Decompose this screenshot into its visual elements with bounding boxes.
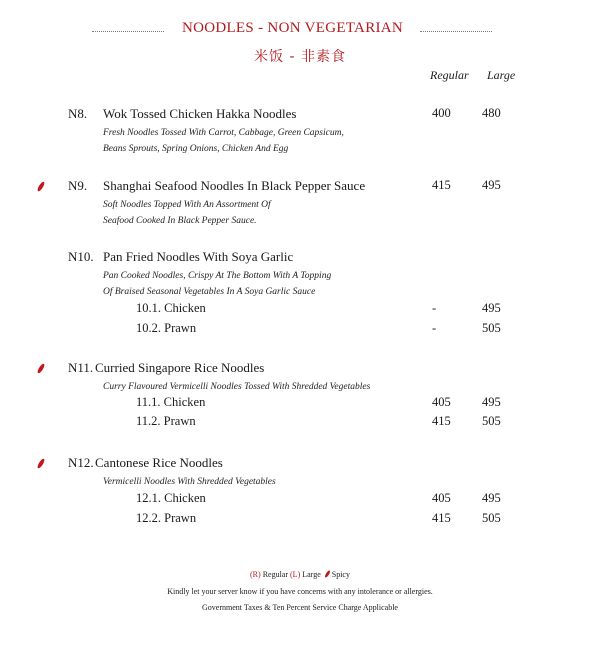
item-description: Fresh Noodles Tossed With Carrot, Cabbage, Green Capsicum, Beans Sprouts, Spring Onions, Chicken And Egg — [103, 128, 344, 154]
price-regular: 400 — [432, 106, 451, 120]
section-title: NOODLES - NON VEGETARIAN — [181, 20, 404, 36]
variant-label: 11.2. Prawn — [136, 414, 196, 428]
variant-label: 10.2. Prawn — [136, 321, 197, 335]
variant-label: 12.2. Prawn — [136, 511, 197, 525]
price-large: 495 — [482, 301, 501, 315]
legend-large-label: Large — [302, 570, 321, 579]
item-description: Pan Cooked Noodles, Crispy At The Bottom With A Topping Of Braised Seasonal Vegetables In A Soya Garlic Sauce — [103, 271, 332, 297]
price-regular: - — [432, 301, 437, 315]
allergy-note: Kindly let your server know if you have concerns with any intolerance or allergies. — [167, 587, 433, 596]
variant-label: 10.1. Chicken — [136, 301, 206, 315]
price-large: 505 — [482, 414, 501, 428]
item-description: Vermicelli Noodles With Shredded Vegetables — [103, 477, 276, 487]
item-name: Curried Singapore Rice Noodles — [95, 360, 265, 375]
item-name: Shanghai Seafood Noodles In Black Pepper Sauce — [103, 178, 366, 193]
item-code: N11. — [68, 360, 94, 375]
price-large: 505 — [482, 511, 501, 525]
price-large: 495 — [482, 395, 501, 409]
chili-icon — [37, 458, 46, 470]
tax-note: Government Taxes & Ten Percent Service Charge Applicable — [202, 603, 398, 612]
price-regular: 405 — [432, 395, 451, 409]
item-code: N8. — [68, 106, 88, 121]
price-large: 495 — [482, 491, 501, 505]
header-rule-left — [92, 31, 164, 32]
column-header-regular: Regular — [430, 68, 469, 82]
price-regular: 415 — [432, 511, 451, 525]
price-large: 505 — [482, 321, 501, 335]
price-large: 480 — [482, 106, 501, 120]
price-regular: 415 — [432, 414, 451, 428]
item-name: Cantonese Rice Noodles — [95, 455, 223, 470]
header-rule-right — [420, 31, 492, 32]
menu-header — [0, 20, 600, 44]
chili-icon — [324, 570, 330, 578]
legend-regular-label: Regular — [262, 570, 289, 579]
legend — [0, 570, 600, 579]
item-code: N10. — [68, 249, 94, 264]
price-regular: - — [432, 321, 437, 335]
item-code: N9. — [68, 178, 88, 193]
legend-regular-code: (R) — [250, 570, 261, 579]
variant-label: 12.1. Chicken — [136, 491, 206, 505]
price-large: 495 — [482, 178, 501, 192]
price-regular: 415 — [432, 178, 451, 192]
item-description: Curry Flavoured Vermicelli Noodles Tossed With Shredded Vegetables — [103, 382, 371, 392]
chili-icon — [37, 363, 46, 375]
section-subtitle-chinese: 米饭 - 非素食 — [254, 49, 346, 65]
column-header-large: Large — [487, 68, 516, 82]
chili-icon — [37, 181, 46, 193]
item-name: Wok Tossed Chicken Hakka Noodles — [103, 106, 297, 121]
legend-spicy-label: Spicy — [331, 570, 350, 579]
price-regular: 405 — [432, 491, 451, 505]
item-code: N12. — [68, 455, 94, 470]
legend-large-code: (L) — [290, 570, 301, 579]
item-name: Pan Fried Noodles With Soya Garlic — [103, 249, 294, 264]
item-description: Soft Noodles Topped With An Assortment Of Seafood Cooked In Black Pepper Sauce. — [103, 200, 271, 226]
variant-label: 11.1. Chicken — [136, 395, 206, 409]
